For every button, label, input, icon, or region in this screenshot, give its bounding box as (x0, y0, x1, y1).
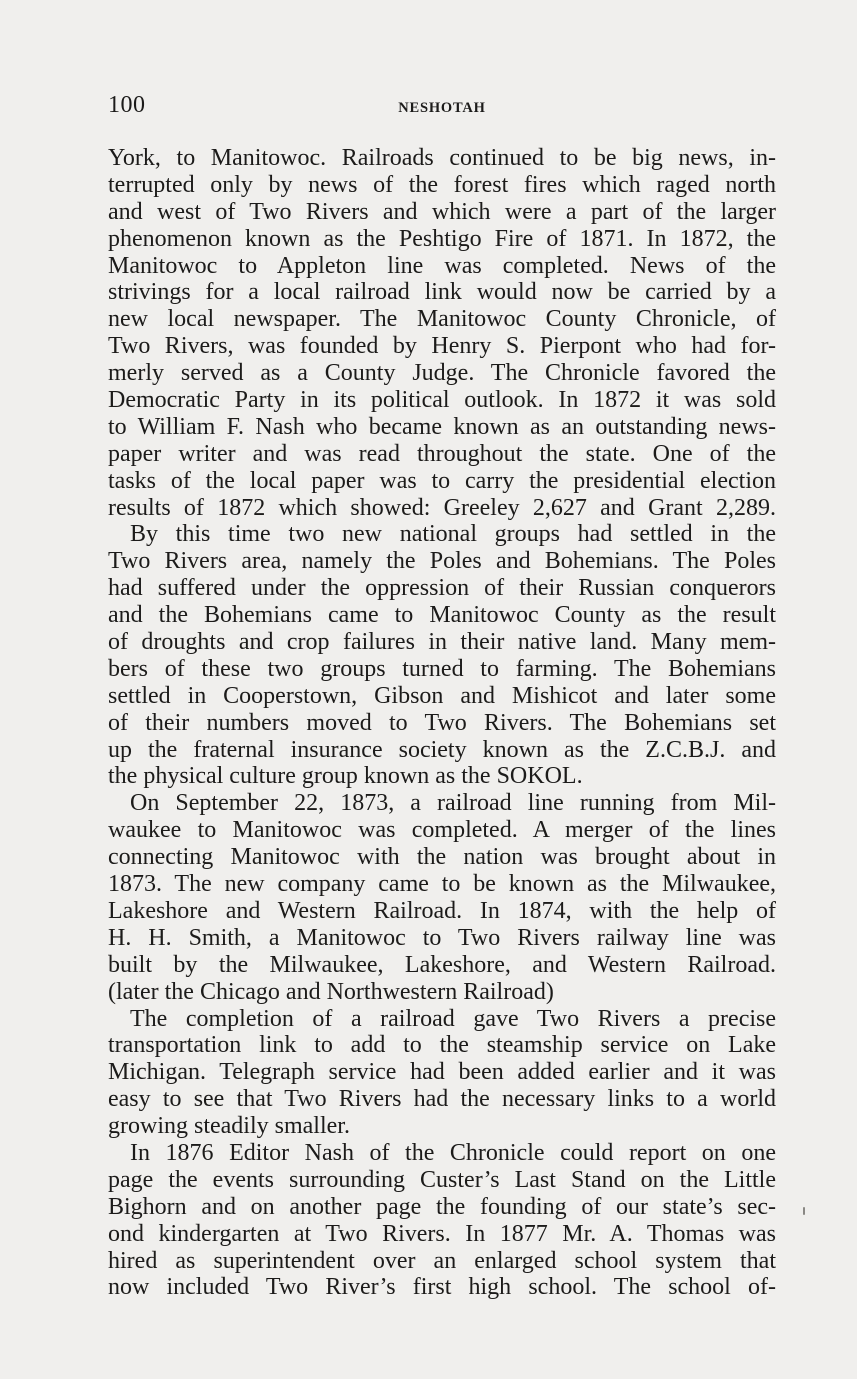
text-line: H. H. Smith, a Manitowoc to Two Rivers railway line was (108, 924, 776, 951)
text-line: built by the Milwaukee, Lakeshore, and Western Railroad. (108, 951, 776, 978)
text-line: had suffered under the oppression of their Russian conquerors (108, 575, 776, 602)
text-line: bers of these two groups turned to farming. The Bohemians (108, 655, 776, 682)
running-title: NESHOTAH (398, 100, 486, 116)
text-line: waukee to Manitowoc was completed. A merger of the lines (108, 817, 776, 844)
text-line: connecting Manitowoc with the nation was brought about in (108, 844, 776, 871)
text-line: page the events surrounding Custer’s Last Stand on the Little (108, 1166, 776, 1193)
text-line: of droughts and crop failures in their native land. Many mem- (108, 629, 776, 656)
text-line: growing steadily smaller. (108, 1113, 350, 1140)
text-line: to William F. Nash who became known as an outstanding news- (108, 413, 776, 440)
text-line: ond kindergarten at Two Rivers. In 1877 Mr. A. Thomas was (108, 1220, 776, 1247)
text-line: easy to see that Two Rivers had the necessary links to a world (108, 1086, 776, 1113)
text-line: settled in Cooperstown, Gibson and Mishicot and later some (108, 682, 776, 709)
text-line: The completion of a railroad gave Two Rivers a precise (130, 1005, 776, 1032)
text-line: terrupted only by news of the forest fires which raged north (108, 171, 776, 198)
margin-mark (803, 1207, 805, 1215)
text-line: new local newspaper. The Manitowoc County Chronicle, of (108, 306, 776, 333)
text-line: tasks of the local paper was to carry the presidential election (108, 467, 776, 494)
text-line: By this time two new national groups had settled in the (130, 521, 776, 548)
text-line: Two Rivers area, namely the Poles and Bohemians. The Poles (108, 548, 776, 575)
text-line: the physical culture group known as the SOKOL. (108, 763, 583, 790)
text-line: up the fraternal insurance society known as the Z.C.B.J. and (108, 736, 776, 763)
body-text (108, 145, 776, 1301)
text-line: and west of Two Rivers and which were a part of the larger (108, 198, 776, 225)
text-line: strivings for a local railroad link would now be carried by a (108, 279, 776, 306)
text-line: On September 22, 1873, a railroad line running from Mil- (130, 790, 776, 817)
text-line: (later the Chicago and Northwestern Railroad) (108, 978, 554, 1005)
text-line: Manitowoc to Appleton line was completed. News of the (108, 252, 776, 279)
text-line: Michigan. Telegraph service had been added earlier and it was (108, 1059, 776, 1086)
page-number: 100 (108, 92, 146, 118)
text-line: transportation link to add to the steamship service on Lake (108, 1032, 776, 1059)
text-line: now included Two River’s first high school. The school of- (108, 1274, 776, 1301)
text-line: merly served as a County Judge. The Chronicle favored the (108, 360, 776, 387)
text-line: York, to Manitowoc. Railroads continued to be big news, in- (108, 145, 776, 171)
text-line: results of 1872 which showed: Greeley 2,627 and Grant 2,289. (108, 494, 776, 521)
text-line: hired as superintendent over an enlarged school system that (108, 1247, 776, 1274)
text-line: Two Rivers, was founded by Henry S. Pierpont who had for- (108, 333, 776, 360)
text-line: and the Bohemians came to Manitowoc County as the result (108, 602, 776, 629)
text-line: phenomenon known as the Peshtigo Fire of 1871. In 1872, the (108, 225, 776, 252)
text-line: In 1876 Editor Nash of the Chronicle could report on one (130, 1139, 776, 1166)
text-line: of their numbers moved to Two Rivers. The Bohemians set (108, 709, 776, 736)
text-line: 1873. The new company came to be known as the Milwaukee, (108, 871, 776, 898)
text-line: paper writer and was read throughout the state. One of the (108, 440, 776, 467)
running-head (108, 92, 776, 126)
text-line: Bighorn and on another page the founding of our state’s sec- (108, 1193, 776, 1220)
text-line: Lakeshore and Western Railroad. In 1874, with the help of (108, 897, 776, 924)
text-line: Democratic Party in its political outlook. In 1872 it was sold (108, 387, 776, 414)
